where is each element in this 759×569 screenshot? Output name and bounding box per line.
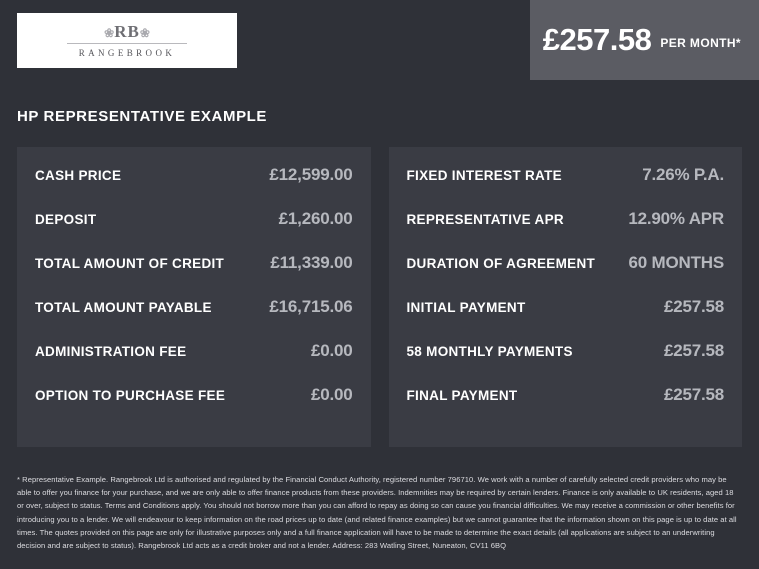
table-row <box>407 209 725 253</box>
row-value: £257.58 <box>663 341 724 360</box>
table-row <box>407 341 725 385</box>
row-label: TOTAL AMOUNT OF CREDIT <box>35 256 225 271</box>
crest-wings-icon: ❀ <box>104 26 115 40</box>
row-label: INITIAL PAYMENT <box>406 300 526 315</box>
row-label: FIXED INTEREST RATE <box>406 168 562 183</box>
table-row <box>35 297 353 341</box>
finance-details-panels <box>0 125 759 447</box>
row-label: REPRESENTATIVE APR <box>406 212 564 227</box>
monthly-price-amount: £257.58 <box>542 22 652 57</box>
crest-icon <box>104 23 150 42</box>
row-label: TOTAL AMOUNT PAYABLE <box>35 300 212 315</box>
table-row <box>35 341 353 385</box>
row-label: FINAL PAYMENT <box>406 388 518 403</box>
table-row <box>35 165 353 209</box>
table-row <box>35 385 353 429</box>
table-row <box>35 209 353 253</box>
row-label: DEPOSIT <box>35 212 97 227</box>
row-value: £12,599.00 <box>269 165 353 184</box>
row-value: £1,260.00 <box>278 209 353 228</box>
table-row <box>35 253 353 297</box>
table-row <box>407 385 725 429</box>
row-value: £0.00 <box>310 385 353 404</box>
crest-initials: RB <box>114 22 140 41</box>
page-title: HP REPRESENTATIVE EXAMPLE <box>17 108 268 125</box>
panel-terms <box>389 147 743 447</box>
header <box>0 0 759 80</box>
row-label: CASH PRICE <box>35 168 122 183</box>
row-label: ADMINISTRATION FEE <box>35 344 187 359</box>
row-value: 12.90% APR <box>628 209 724 228</box>
brand-wordmark: RANGEBROOK <box>78 48 176 58</box>
panel-costs <box>17 147 371 447</box>
monthly-price-banner <box>530 0 759 80</box>
row-label: DURATION OF AGREEMENT <box>406 256 596 271</box>
disclaimer-text: * Representative Example. Rangebrook Ltd is authorised and regulated by the Financial Conduct Authority, registered number 796710. We work with a number of carefully selected credit providers who may be able to offer you finance for your purchase, and we are only able to offer finance products from these providers. Indemnities may be required by certain lenders. Finance is only available to UK residents, aged 18 or over, subject to status. Terms and Conditions apply. You should not borrow more than you can afford to repay as doing so can cause you financial difficulties. We may receive a commission or other benefits for introducing you to a lender. We will endeavour to keep information on the road prices up to date (and related finance examples) but we cannot guarantee that the information shown on this page is up to date at all times. The quotes provided on this page are only for illustrative purposes only and a full finance application will have to be made to determine the exact details (all applications are subject to an underwriting decision and are subject to status). Rangebrook Ltd acts as a credit broker and not a lender. Address: 283 Watling Street, Nuneaton, CV11 6BQ <box>17 475 737 551</box>
row-value: £257.58 <box>663 297 724 316</box>
table-row <box>407 165 725 209</box>
row-value: £16,715.06 <box>269 297 353 316</box>
row-value: 60 MONTHS <box>628 253 724 272</box>
logo-divider <box>67 43 187 44</box>
table-row <box>407 297 725 341</box>
row-value: £11,339.00 <box>270 253 353 272</box>
table-row <box>407 253 725 297</box>
brand-logo <box>17 13 237 68</box>
row-value: £0.00 <box>310 341 353 360</box>
header-logo-area <box>0 0 530 80</box>
row-label: 58 MONTHLY PAYMENTS <box>406 344 573 359</box>
row-value: £257.58 <box>663 385 724 404</box>
footer <box>0 447 759 552</box>
crest-wings-icon-right: ❀ <box>139 26 150 40</box>
row-value: 7.26% P.A. <box>642 165 724 184</box>
monthly-price-suffix: PER MONTH* <box>660 36 741 50</box>
row-label: OPTION TO PURCHASE FEE <box>35 388 226 403</box>
